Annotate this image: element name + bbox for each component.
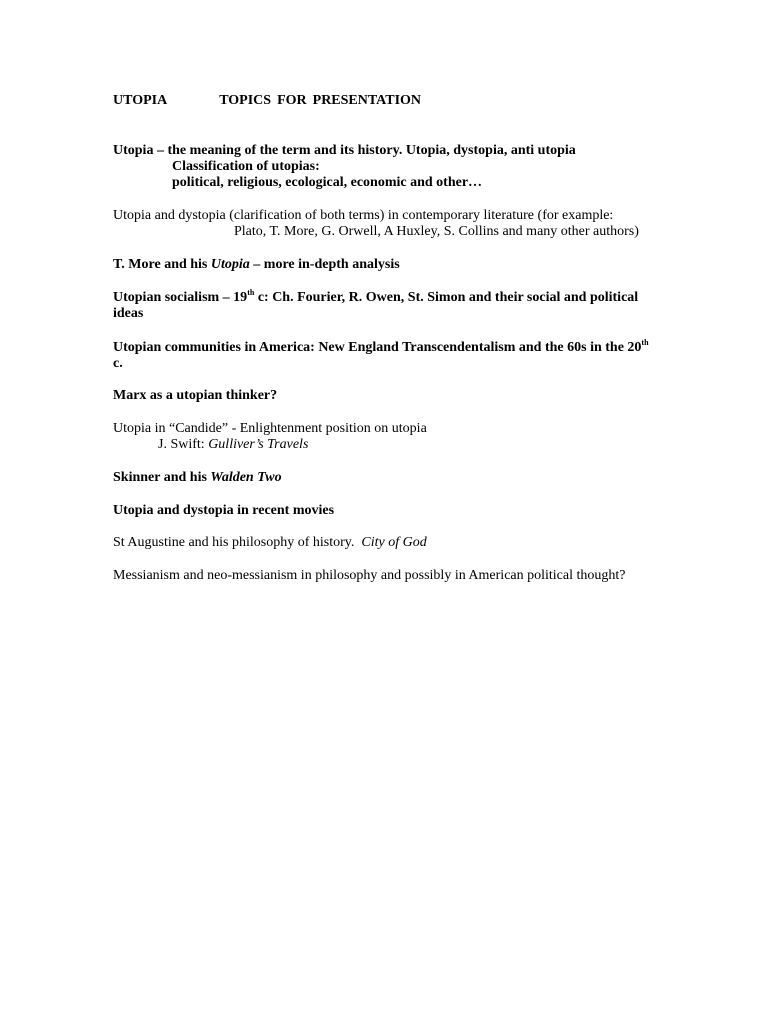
header-topics: TOPICS <box>219 93 272 108</box>
topic-9 <box>113 503 658 519</box>
topic-1 <box>113 143 658 191</box>
topic-9-text: Utopia and dystopia in recent movies <box>113 503 335 518</box>
topic-6 <box>113 388 658 404</box>
topic-5-sup: th <box>641 338 649 347</box>
topic-1-line-2: Classification of utopias: <box>172 159 320 174</box>
topic-4-sup: th <box>247 288 255 297</box>
topic-8-italic: Walden Two <box>210 470 282 485</box>
page-header <box>113 93 658 109</box>
topic-7-line-1: Utopia in “Candide” - Enlightenment position on utopia <box>113 421 427 436</box>
topic-10-italic: City of God <box>361 535 427 550</box>
topic-7 <box>113 421 658 453</box>
topic-1-line-1: Utopia – the meaning of the term and its history. Utopia, dystopia, anti utopia <box>113 143 576 158</box>
topic-4-pre: Utopian socialism – 19 <box>113 290 248 305</box>
topic-5-pre: Utopian communities in America: New England Transcendentalism and the 60s in the 20 <box>113 340 642 355</box>
topic-5 <box>113 340 658 372</box>
header-utopia: UTOPIA <box>113 93 168 108</box>
topic-11-text: Messianism and neo-messianism in philosophy and possibly in American political thought? <box>113 568 626 583</box>
topic-10 <box>113 535 658 551</box>
topic-7-line-2-italic: Gulliver’s Travels <box>208 437 309 452</box>
topic-10-pre: St Augustine and his philosophy of history. <box>113 535 362 550</box>
header-presentation: PRESENTATION <box>312 93 422 108</box>
topic-2 <box>113 208 658 240</box>
topic-7-line-2-pre: J. Swift: <box>158 437 209 452</box>
topic-4-post: c: Ch. Fourier, R. Owen, St. Simon and their social and political <box>254 290 639 305</box>
topic-8-pre: Skinner and his <box>113 470 211 485</box>
topic-3 <box>113 257 658 273</box>
header-for: FOR <box>277 93 307 108</box>
topic-4-line-2: ideas <box>113 306 144 321</box>
topic-2-line-2: Plato, T. More, G. Orwell, A Huxley, S. Collins and many other authors) <box>234 224 639 239</box>
topic-8 <box>113 470 658 486</box>
topic-4 <box>113 290 658 322</box>
topic-6-text: Marx as a utopian thinker? <box>113 388 278 403</box>
topic-5-line-2: c. <box>113 356 123 371</box>
topic-1-line-3: political, religious, ecological, economic and other… <box>172 175 483 190</box>
topic-3-pre: T. More and his <box>113 257 211 272</box>
topic-3-italic: Utopia <box>210 257 250 272</box>
topic-2-line-1: Utopia and dystopia (clarification of both terms) in contemporary literature (for example: <box>113 208 614 223</box>
topic-3-post: – more in-depth analysis <box>249 257 400 272</box>
topic-11 <box>113 568 658 584</box>
